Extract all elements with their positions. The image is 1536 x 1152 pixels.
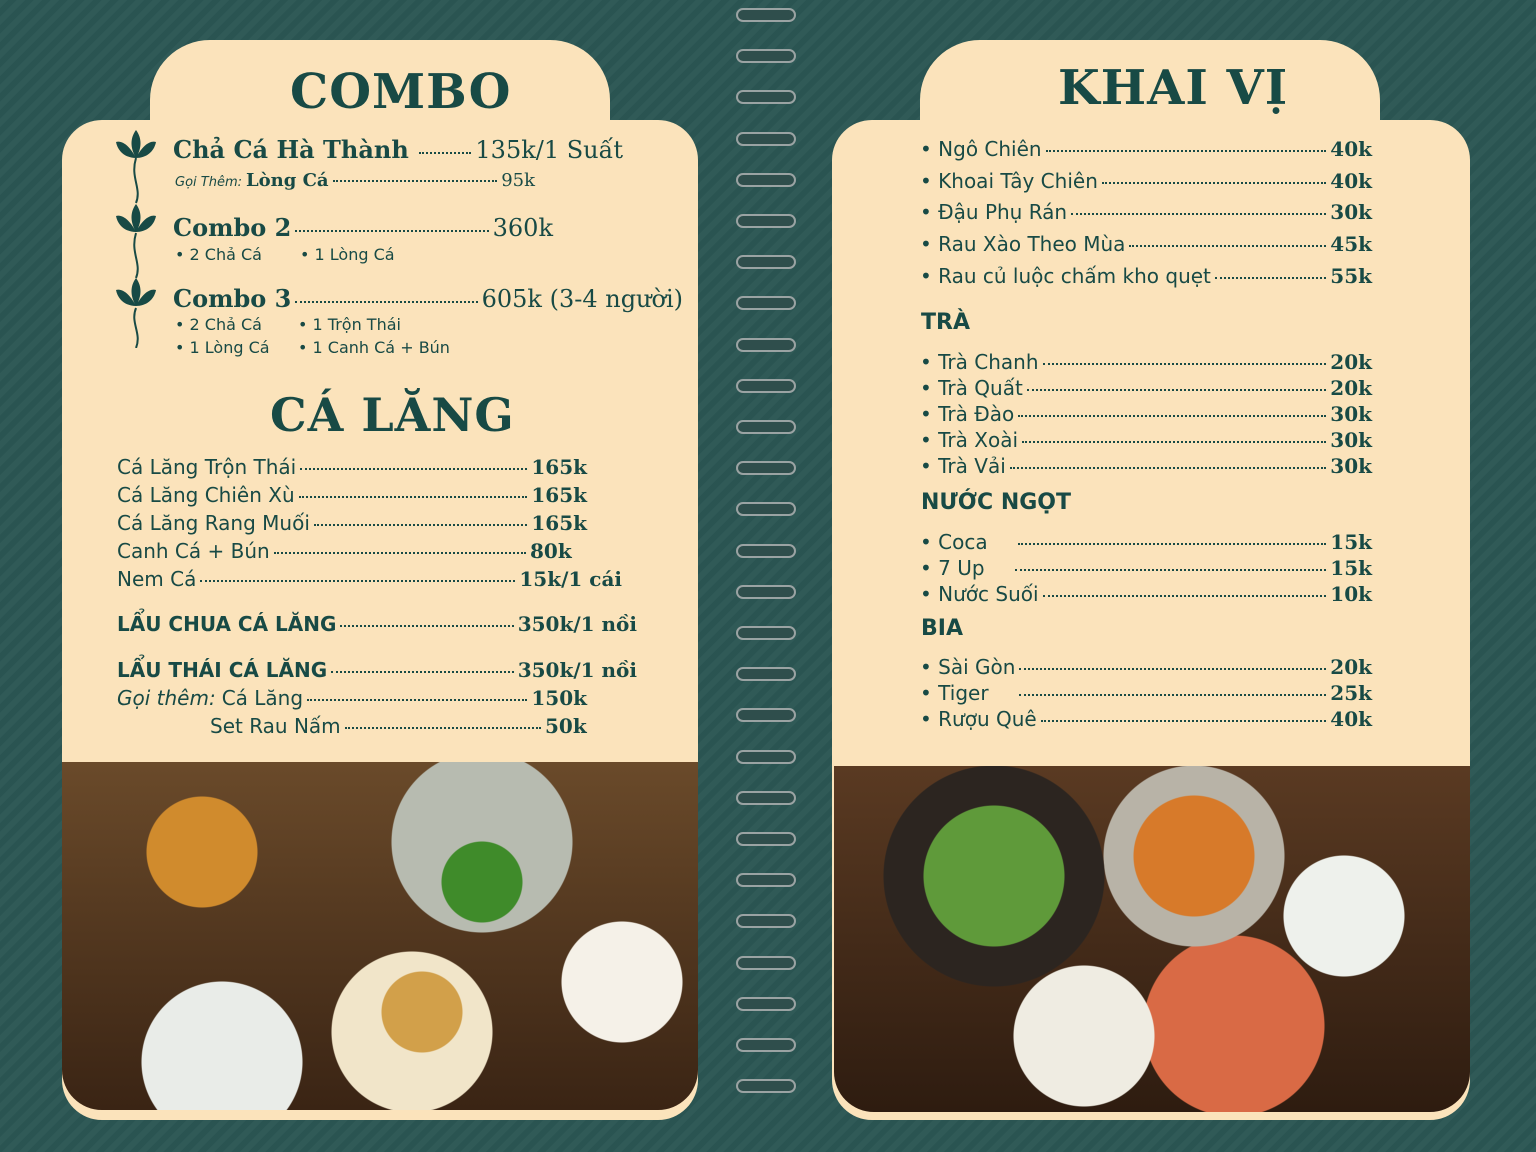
combo-title: COMBO [290, 64, 512, 120]
spiral-ring [736, 914, 796, 928]
hotpot-item [117, 612, 637, 636]
food-photo [62, 762, 698, 1110]
item-name: Nem Cá [117, 567, 197, 591]
item-name: • Rau củ luộc chấm kho quẹt [920, 264, 1211, 288]
spiral-ring [736, 338, 796, 352]
spiral-ring [736, 708, 796, 722]
combo-subitem: • 1 Trộn Thái [298, 315, 401, 334]
item-price: 360k [492, 214, 553, 242]
spiral-ring [736, 997, 796, 1011]
spiral-ring [736, 214, 796, 228]
item-name: LẨU CHUA CÁ LĂNG [117, 612, 337, 636]
item-name: LẨU THÁI CÁ LĂNG [117, 658, 328, 682]
item-name: Cá Lăng [221, 686, 304, 710]
item-price: 15k [1330, 530, 1372, 554]
menu-item [920, 232, 1372, 256]
spiral-ring [736, 49, 796, 63]
extra-prefix: Gọi Thêm: [175, 175, 242, 190]
menu-item [920, 137, 1372, 161]
item-price: 55k [1330, 264, 1372, 288]
menu-item [920, 454, 1372, 478]
item-price: 30k [1330, 428, 1372, 452]
menu-item [920, 376, 1372, 400]
item-name: • Đậu Phụ Rán [920, 200, 1067, 224]
menu-item [117, 539, 572, 563]
item-name: Set Rau Nấm [210, 714, 341, 738]
item-name: • Ngô Chiên [920, 137, 1042, 161]
item-price: 15k [1330, 556, 1372, 580]
spiral-ring [736, 296, 796, 310]
extra-name: Lòng Cá [246, 170, 329, 191]
item-price: 350k/1 nồi [517, 612, 637, 636]
item-price: 165k [531, 483, 587, 507]
item-price: 30k [1330, 402, 1372, 426]
combo-subitem: • 1 Canh Cá + Bún [298, 338, 450, 357]
menu-item [920, 350, 1372, 374]
combo-subitem: • 1 Lòng Cá [300, 245, 395, 264]
item-price: 40k [1330, 137, 1372, 161]
item-price: 30k [1330, 454, 1372, 478]
item-price: 150k [531, 686, 587, 710]
item-price: 45k [1330, 232, 1372, 256]
item-price: 20k [1330, 376, 1372, 400]
item-name: • Trà Xoài [920, 428, 1018, 452]
spiral-ring [736, 1079, 796, 1093]
combo-subitem: • 2 Chả Cá [175, 245, 262, 264]
menu-item [920, 264, 1372, 288]
hotpot-item [117, 658, 637, 682]
item-name: • 7 Up [920, 556, 985, 580]
item-price: 15k/1 cái [519, 567, 622, 591]
extra-price: 95k [501, 170, 535, 191]
combo-subitem: • 2 Chả Cá [175, 315, 262, 334]
spiral-ring [736, 173, 796, 187]
khai-vi-title: KHAI VỊ [1058, 60, 1289, 116]
item-price: 20k [1330, 655, 1372, 679]
item-name: • Tiger [920, 681, 989, 705]
item-price: 350k/1 nồi [517, 658, 637, 682]
item-name: • Trà Quất [920, 376, 1023, 400]
menu-item [920, 530, 1372, 554]
menu-item [920, 200, 1372, 224]
combo-item [173, 213, 553, 242]
spiral-ring [736, 750, 796, 764]
item-name: Chả Cá Hà Thành [173, 135, 409, 164]
section-title-tra: TRÀ [921, 310, 970, 335]
item-price: 10k [1330, 582, 1372, 606]
spiral-ring [736, 585, 796, 599]
item-name: • Khoai Tây Chiên [920, 169, 1098, 193]
item-price: 50k [545, 714, 587, 738]
section-title-nuoc-ngot: NƯỚC NGỌT [921, 490, 1071, 515]
item-name: Cá Lăng Rang Muối [117, 511, 310, 535]
spiral-ring [736, 132, 796, 146]
item-price: 40k [1330, 169, 1372, 193]
menu-item [920, 556, 1372, 580]
item-price: 80k [530, 539, 572, 563]
spiral-ring [736, 461, 796, 475]
lotus-stem [126, 158, 146, 348]
item-price: 40k [1330, 707, 1372, 731]
menu-item [920, 169, 1372, 193]
item-price: 30k [1330, 200, 1372, 224]
spiral-ring [736, 255, 796, 269]
item-name: • Coca [920, 530, 988, 554]
spiral-ring [736, 956, 796, 970]
section-title-bia: BIA [921, 616, 963, 641]
item-price: 25k [1330, 681, 1372, 705]
menu-item [920, 707, 1372, 731]
menu-item [920, 582, 1372, 606]
spiral-ring [736, 626, 796, 640]
item-price: 165k [531, 455, 587, 479]
extra-item [210, 714, 587, 738]
spiral-ring [736, 544, 796, 558]
menu-item [920, 681, 1372, 705]
menu-item [117, 511, 587, 535]
item-name: • Rau Xào Theo Mùa [920, 232, 1125, 256]
menu-item [117, 483, 587, 507]
item-name: • Nước Suối [920, 582, 1039, 606]
spiral-ring [736, 379, 796, 393]
combo-item [173, 284, 683, 313]
menu-item [920, 402, 1372, 426]
menu-item [920, 428, 1372, 452]
spiral-ring [736, 1038, 796, 1052]
menu-item [117, 455, 587, 479]
item-name: • Sài Gòn [920, 655, 1015, 679]
item-price: 605k (3-4 người) [481, 285, 683, 313]
item-name: Cá Lăng Chiên Xù [117, 483, 295, 507]
spiral-ring [736, 873, 796, 887]
menu-item [117, 567, 622, 591]
spiral-ring [736, 667, 796, 681]
item-name: • Rượu Quê [920, 707, 1037, 731]
extra-item [117, 686, 587, 710]
food-photo [834, 766, 1470, 1112]
item-name: • Trà Chanh [920, 350, 1039, 374]
spiral-ring [736, 420, 796, 434]
extra-prefix: Gọi thêm: [117, 686, 216, 710]
item-name: Cá Lăng Trộn Thái [117, 455, 297, 479]
item-name: • Trà Vải [920, 454, 1006, 478]
spiral-ring [736, 832, 796, 846]
combo-subitem: • 1 Lòng Cá [175, 338, 270, 357]
item-name: Canh Cá + Bún [117, 539, 270, 563]
extra-item [175, 170, 535, 191]
item-price: 135k/1 Suất [475, 136, 623, 164]
item-price: 165k [531, 511, 587, 535]
item-price: 20k [1330, 350, 1372, 374]
ca-lang-title: CÁ LĂNG [270, 388, 515, 442]
item-name: Combo 3 [173, 284, 292, 313]
spiral-ring [736, 502, 796, 516]
spiral-ring [736, 8, 796, 22]
item-name: Combo 2 [173, 213, 292, 242]
combo-item [173, 135, 623, 164]
item-name: • Trà Đào [920, 402, 1014, 426]
spiral-ring [736, 791, 796, 805]
spiral-ring [736, 90, 796, 104]
menu-item [920, 655, 1372, 679]
